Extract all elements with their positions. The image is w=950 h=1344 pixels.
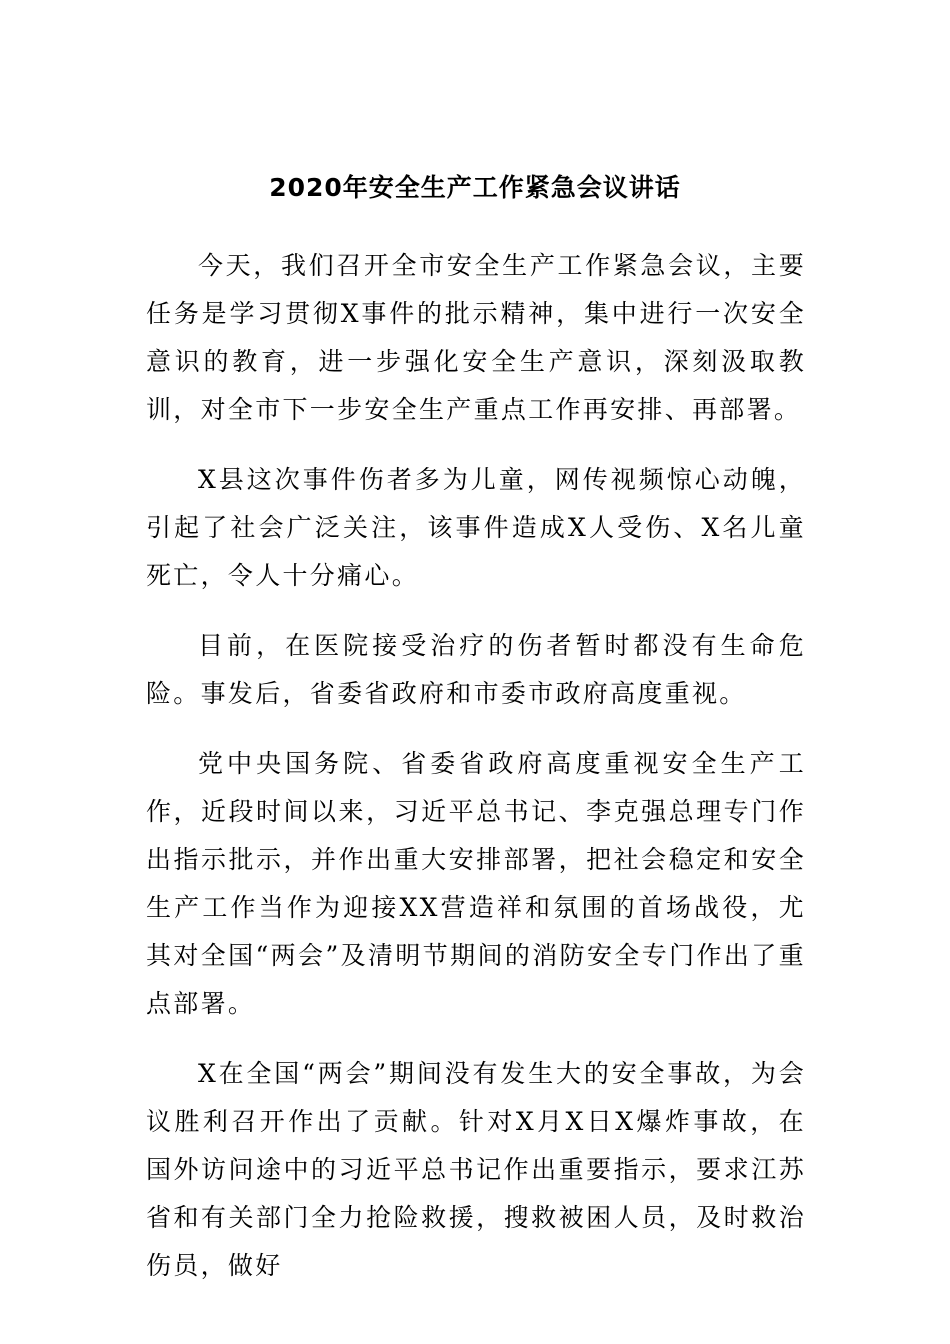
- document-title: 2020年安全生产工作紧急会议讲话: [269, 173, 681, 202]
- body-paragraph-1: 今天，我们召开全市安全生产工作紧急会议，主要任务是学习贯彻X事件的批示精神，集中进行一次安全意识的教育，进一步强化安全生产意识，深刻汲取教训，对全市下一步安全生产重点工作再安排、再部署。: [146, 251, 806, 424]
- body-paragraph-3: 目前，在医院接受治疗的伤者暂时都没有生命危险。事发后，省委省政府和市委市政府高度重视。: [146, 631, 806, 708]
- body-paragraph-5: X在全国“两会”期间没有发生大的安全事故，为会议胜利召开作出了贡献。针对X月X日X爆炸事故，在国外访问途中的习近平总书记作出重要指示，要求江苏省和有关部门全力抢险救援，搜救被困人员，及时救治伤员，做好: [146, 1059, 806, 1280]
- body-paragraph-4: 党中央国务院、省委省政府高度重视安全生产工作，近段时间以来，习近平总书记、李克强总理专门作出指示批示，并作出重大安排部署，把社会稳定和安全生产工作当作为迎接XX营造祥和氛围的首场战役，尤其对全国“两会”及清明节期间的消防安全专门作出了重点部署。: [146, 749, 806, 1018]
- body-paragraph-2: X县这次事件伤者多为儿童，网传视频惊心动魄，引起了社会广泛关注，该事件造成X人受伤、X名儿童死亡，令人十分痛心。: [146, 465, 806, 590]
- document-body: [146, 242, 806, 1290]
